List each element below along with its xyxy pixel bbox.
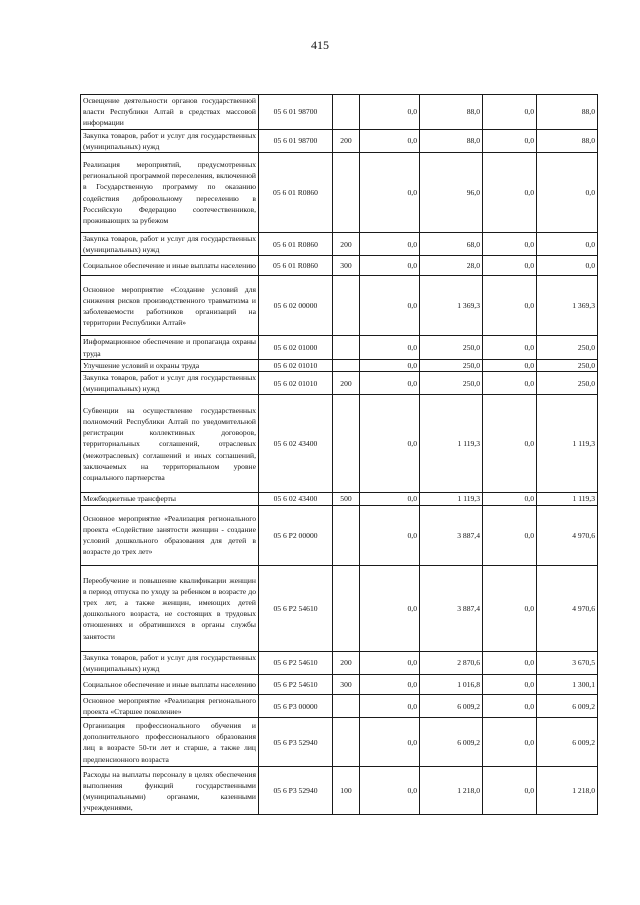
row-name-cell: Улучшение условий и охраны труда	[81, 359, 259, 371]
amount-cell-3: 0,0	[483, 395, 537, 493]
amount-cell-3: 0,0	[483, 95, 537, 130]
expense-type-cell: 100	[333, 767, 360, 815]
amount-cell-4: 88,0	[537, 95, 598, 130]
amount-cell-4: 1 218,0	[537, 767, 598, 815]
amount-cell-4: 1 119,3	[537, 395, 598, 493]
amount-cell-4: 1 119,3	[537, 493, 598, 505]
amount-cell-2: 6 009,2	[420, 718, 483, 767]
amount-cell-4: 88,0	[537, 129, 598, 152]
amount-cell-1: 0,0	[360, 153, 420, 233]
amount-cell-4: 3 670,5	[537, 651, 598, 674]
row-name-cell: Переобучение и повышение квалификации женщин в период отпуска по уходу за ребенком в возрасте до трех лет, а также женщин, имеющих детей дошкольного возраста, не состоящих в трудовых отношениях и обратившихся в органы службы занятости	[81, 565, 259, 651]
amount-cell-1: 0,0	[360, 372, 420, 395]
amount-cell-3: 0,0	[483, 695, 537, 718]
amount-cell-1: 0,0	[360, 493, 420, 505]
amount-cell-2: 3 887,4	[420, 565, 483, 651]
table-row	[81, 233, 598, 256]
amount-cell-4: 4 970,6	[537, 505, 598, 565]
target-article-cell: 05 6 P3 00000	[259, 695, 333, 718]
target-article-cell: 05 6 02 01000	[259, 336, 333, 359]
amount-cell-1: 0,0	[360, 233, 420, 256]
amount-cell-1: 0,0	[360, 256, 420, 276]
amount-cell-2: 1 119,3	[420, 395, 483, 493]
row-name-cell: Закупка товаров, работ и услуг для государственных (муниципальных) нужд	[81, 372, 259, 395]
expense-type-cell	[333, 95, 360, 130]
row-name-cell: Освещение деятельности органов государственной власти Республики Алтай в средствах массовой информации	[81, 95, 259, 130]
target-article-cell: 05 6 01 R0860	[259, 233, 333, 256]
amount-cell-4: 250,0	[537, 372, 598, 395]
row-name-cell: Расходы на выплаты персоналу в целях обеспечения выполнения функций государственными (муниципальными) органами, казенными учреждениями,	[81, 767, 259, 815]
amount-cell-2: 250,0	[420, 359, 483, 371]
table-row	[81, 695, 598, 718]
expense-type-cell: 500	[333, 493, 360, 505]
expense-type-cell: 200	[333, 129, 360, 152]
amount-cell-2: 1 369,3	[420, 276, 483, 336]
expense-type-cell	[333, 718, 360, 767]
table-row	[81, 493, 598, 505]
row-name-cell: Основное мероприятие «Реализация регионального проекта «Старшее поколение»	[81, 695, 259, 718]
amount-cell-4: 4 970,6	[537, 565, 598, 651]
target-article-cell: 05 6 01 R0860	[259, 153, 333, 233]
amount-cell-3: 0,0	[483, 493, 537, 505]
amount-cell-4: 250,0	[537, 336, 598, 359]
table-row	[81, 129, 598, 152]
amount-cell-2: 28,0	[420, 256, 483, 276]
expense-type-cell	[333, 505, 360, 565]
row-name-cell: Информационное обеспечение и пропаганда охраны труда	[81, 336, 259, 359]
amount-cell-1: 0,0	[360, 767, 420, 815]
row-name-cell: Организация профессионального обучения и дополнительного профессионального образования лиц в возрасте 50-ти лет и старше, а также лиц предпенсионного возраста	[81, 718, 259, 767]
table-row	[81, 153, 598, 233]
expense-type-cell	[333, 359, 360, 371]
amount-cell-2: 88,0	[420, 95, 483, 130]
expense-type-cell: 300	[333, 256, 360, 276]
expense-type-cell	[333, 695, 360, 718]
row-name-cell: Основное мероприятие «Создание условий для снижения рисков производственного травматизма и заболеваемости работников организаций на территории Республики Алтай»	[81, 276, 259, 336]
table-row	[81, 395, 598, 493]
table-row	[81, 675, 598, 695]
amount-cell-2: 250,0	[420, 372, 483, 395]
page-number: 415	[311, 38, 329, 52]
target-article-cell: 05 6 02 01010	[259, 372, 333, 395]
target-article-cell: 05 6 02 00000	[259, 276, 333, 336]
amount-cell-2: 3 887,4	[420, 505, 483, 565]
amount-cell-4: 0,0	[537, 233, 598, 256]
amount-cell-3: 0,0	[483, 129, 537, 152]
expense-type-cell	[333, 336, 360, 359]
expense-type-cell: 200	[333, 372, 360, 395]
amount-cell-3: 0,0	[483, 505, 537, 565]
amount-cell-2: 68,0	[420, 233, 483, 256]
row-name-cell: Межбюджетные трансферты	[81, 493, 259, 505]
amount-cell-4: 1 369,3	[537, 276, 598, 336]
amount-cell-2: 88,0	[420, 129, 483, 152]
row-name-cell: Субвенции на осуществление государственных полномочий Республики Алтай по уведомительной регистрации коллективных договоров, территориальных соглашений, отраслевых (межотраслевых) соглашений и иных соглашений, заключаемых на территориальном уровне социального партнерства	[81, 395, 259, 493]
table-row	[81, 505, 598, 565]
amount-cell-4: 0,0	[537, 153, 598, 233]
target-article-cell: 05 6 01 98700	[259, 95, 333, 130]
amount-cell-3: 0,0	[483, 153, 537, 233]
amount-cell-3: 0,0	[483, 276, 537, 336]
row-name-cell: Основное мероприятие «Реализация регионального проекта «Содействие занятости женщин - создание условий дошкольного образования для детей в возрасте до трех лет»	[81, 505, 259, 565]
amount-cell-4: 1 300,1	[537, 675, 598, 695]
row-name-cell: Закупка товаров, работ и услуг для государственных (муниципальных) нужд	[81, 129, 259, 152]
amount-cell-4: 0,0	[537, 256, 598, 276]
amount-cell-2: 250,0	[420, 336, 483, 359]
target-article-cell: 05 6 P2 54610	[259, 565, 333, 651]
row-name-cell: Социальное обеспечение и иные выплаты населению	[81, 256, 259, 276]
table-row	[81, 95, 598, 130]
expense-type-cell: 200	[333, 233, 360, 256]
table-row	[81, 767, 598, 815]
amount-cell-1: 0,0	[360, 505, 420, 565]
target-article-cell: 05 6 P2 00000	[259, 505, 333, 565]
table-row	[81, 336, 598, 359]
amount-cell-3: 0,0	[483, 359, 537, 371]
target-article-cell: 05 6 P2 54610	[259, 675, 333, 695]
amount-cell-3: 0,0	[483, 336, 537, 359]
table-body	[81, 95, 598, 815]
amount-cell-4: 250,0	[537, 359, 598, 371]
target-article-cell: 05 6 P3 52940	[259, 718, 333, 767]
target-article-cell: 05 6 P3 52940	[259, 767, 333, 815]
target-article-cell: 05 6 01 R0860	[259, 256, 333, 276]
row-name-cell: Социальное обеспечение и иные выплаты населению	[81, 675, 259, 695]
table-row	[81, 565, 598, 651]
table-row	[81, 359, 598, 371]
amount-cell-3: 0,0	[483, 372, 537, 395]
amount-cell-2: 2 870,6	[420, 651, 483, 674]
amount-cell-3: 0,0	[483, 651, 537, 674]
table-row	[81, 256, 598, 276]
amount-cell-1: 0,0	[360, 565, 420, 651]
table-row	[81, 276, 598, 336]
amount-cell-1: 0,0	[360, 276, 420, 336]
amount-cell-1: 0,0	[360, 359, 420, 371]
row-name-cell: Закупка товаров, работ и услуг для государственных (муниципальных) нужд	[81, 233, 259, 256]
amount-cell-1: 0,0	[360, 695, 420, 718]
expense-type-cell	[333, 565, 360, 651]
row-name-cell: Закупка товаров, работ и услуг для государственных (муниципальных) нужд	[81, 651, 259, 674]
expense-type-cell: 300	[333, 675, 360, 695]
amount-cell-1: 0,0	[360, 718, 420, 767]
amount-cell-3: 0,0	[483, 767, 537, 815]
amount-cell-1: 0,0	[360, 675, 420, 695]
amount-cell-1: 0,0	[360, 129, 420, 152]
amount-cell-3: 0,0	[483, 256, 537, 276]
amount-cell-3: 0,0	[483, 675, 537, 695]
target-article-cell: 05 6 P2 54610	[259, 651, 333, 674]
amount-cell-1: 0,0	[360, 395, 420, 493]
expense-type-cell	[333, 276, 360, 336]
table-row	[81, 651, 598, 674]
target-article-cell: 05 6 02 43400	[259, 493, 333, 505]
expense-type-cell	[333, 153, 360, 233]
table-row	[81, 372, 598, 395]
amount-cell-1: 0,0	[360, 336, 420, 359]
target-article-cell: 05 6 02 43400	[259, 395, 333, 493]
table-row	[81, 718, 598, 767]
target-article-cell: 05 6 02 01010	[259, 359, 333, 371]
amount-cell-3: 0,0	[483, 233, 537, 256]
expense-type-cell: 200	[333, 651, 360, 674]
amount-cell-1: 0,0	[360, 95, 420, 130]
amount-cell-2: 1 218,0	[420, 767, 483, 815]
amount-cell-3: 0,0	[483, 565, 537, 651]
amount-cell-4: 6 009,2	[537, 695, 598, 718]
amount-cell-2: 6 009,2	[420, 695, 483, 718]
expense-type-cell	[333, 395, 360, 493]
amount-cell-4: 6 009,2	[537, 718, 598, 767]
budget-table	[80, 94, 598, 815]
target-article-cell: 05 6 01 98700	[259, 129, 333, 152]
amount-cell-2: 1 119,3	[420, 493, 483, 505]
row-name-cell: Реализация мероприятий, предусмотренных региональной программой переселения, включенной в Государственную программу по оказанию содействия добровольному переселению в Российскую Федерацию соотечественников, проживающих за рубежом	[81, 153, 259, 233]
amount-cell-2: 96,0	[420, 153, 483, 233]
amount-cell-1: 0,0	[360, 651, 420, 674]
amount-cell-3: 0,0	[483, 718, 537, 767]
amount-cell-2: 1 016,8	[420, 675, 483, 695]
